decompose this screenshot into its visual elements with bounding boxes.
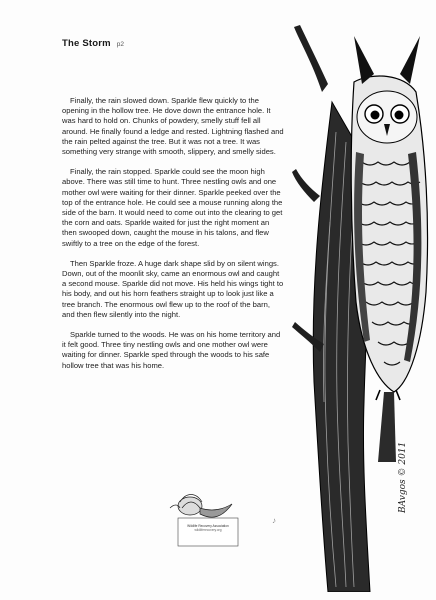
artist-signature (395, 385, 409, 515)
story-paragraph-2: Finally, the rain stopped. Sparkle could see the moon high above. There was still time to hunt. Three nestling owls and one mother owl were waiting for their dinner. Sparkle peeked over the top of the entrance hole. He could see a mouse running along the side of the barn. It would need to come out into the clearing to get the corn and oats. Sparkle waited for just the right moment an then swooped down, caught the mouse in his talons, and flew swiftly to a tree on the edge of the forest. (62, 167, 283, 248)
story-paragraph-4: Sparkle turned to the woods. He was on his home territory and it felt good. Three tiny nestling owls and one mother owl were waiting for dinner. Sparkle sped through the woods to his safe hollow tree that was his home. (62, 330, 281, 370)
story-text (62, 96, 284, 381)
story-paragraph-3: Then Sparkle froze. A huge dark shape slid by on silent wings. Down, out of the moonlit sky, came an enormous owl and caught a second mouse. Sparkle did not move. His held his wings tight to his body, and out his horn feathers straight up to look just like a tree branch. The enormous owl flew up to the roof of the barn, and then flew silently into the night. (62, 258, 284, 319)
wildlife-recovery-logo (160, 478, 252, 548)
story-paragraph-1: Finally, the rain slowed down. Sparkle flew quickly to the opening in the hollow tree. He dove down the entrance hole. It was hard to hold on. Chunks of powdery, smelly stuff fell all around. He finally found a ledge and rested. Lightning flashed and the rain pelted against the tree. But it was not a tree. It was something very strange with smooth, slippery, and smelly sides. (62, 96, 284, 157)
owl-illustration (292, 22, 432, 592)
page-number: p2 (116, 41, 125, 48)
svg-text:BAvgos © 2011: BAvgos © 2011 (398, 441, 408, 513)
logo-name: Wildlife Recovery Association (187, 524, 229, 528)
title-row (62, 38, 124, 49)
small-mark: ♪ (272, 516, 276, 525)
page-title: The Storm (62, 38, 111, 49)
logo-url: wildliferecovery.org (194, 528, 222, 532)
logo-caption (178, 524, 238, 532)
